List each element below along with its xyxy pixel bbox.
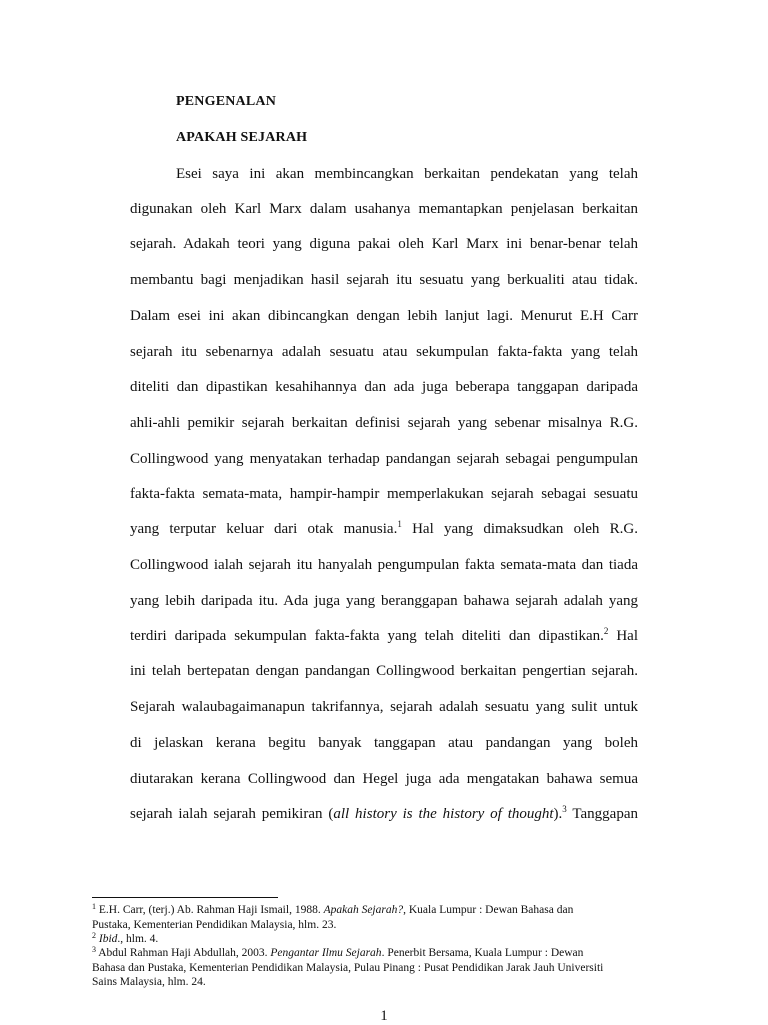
body-line: terdiri daripada sekumpulan fakta-fakta yang telah diteliti dan dipastikan.$^2$ Hal <box>130 626 638 644</box>
body-line: diteliti dan dipastikan kesahihannya dan ada juga beberapa tanggapan daripada <box>130 379 638 395</box>
body-line: digunakan oleh Karl Marx dalam usahanya memantapkan penjelasan berkaitan <box>130 201 638 217</box>
body-line: Dalam esei ini akan dibincangkan dengan lebih lanjut lagi. Menurut E.H Carr <box>130 308 638 324</box>
footnote-marker: 3 <box>562 804 567 814</box>
footnote-number: 2 <box>92 931 96 940</box>
body-line: Collingwood yang menyatakan terhadap pandangan sejarah sebagai pengumpulan <box>130 451 638 467</box>
section-heading-pengenalan: PENGENALAN <box>176 94 277 109</box>
body-line: Sejarah walaubagaimanapun takrifannya, sejarah adalah sesuatu yang sulit untuk <box>130 699 638 715</box>
body-line: Collingwood ialah sejarah itu hanyalah pengumpulan fakta semata-mata dan tiada <box>130 557 638 573</box>
footnote-marker: 2 <box>603 626 609 636</box>
footnote-2: $^2$ Ibid., hlm. 4. <box>92 931 159 945</box>
body-line: membantu bagi menjadikan hasil sejarah itu sesuatu yang berkualiti atau tidak. <box>130 272 638 288</box>
footnote-marker: 1 <box>397 519 402 529</box>
italic-phrase: all history is the history of thought <box>333 806 554 822</box>
body-line: Esei saya ini akan membincangkan berkaitan pendekatan yang telah <box>176 166 638 182</box>
footnote-title: Ibid <box>98 933 118 945</box>
footnote-separator <box>92 897 278 898</box>
footnote-title: Pengantar Ilmu Sejarah <box>270 947 382 959</box>
body-line: fakta-fakta semata-mata, hampir-hampir memperlakukan sejarah sebagai sesuatu <box>130 486 638 502</box>
footnote-1: $^1$ E.H. Carr, (terj.) Ab. Rahman Haji Ismail, 1988. Apakah Sejarah?, Kuala Lumpur : Dewan Bahasa dan Pustaka, Kementerian Pendidikan Malaysia, hlm. 23. <box>92 902 574 931</box>
footnote-title: Apakah Sejarah? <box>323 904 404 916</box>
section-heading-apakah-sejarah: APAKAH SEJARAH <box>176 130 308 145</box>
body-line: ahli-ahli pemikir sejarah berkaitan definisi sejarah yang sebenar misalnya R.G. <box>130 415 638 431</box>
footnote-number: 3 <box>92 945 96 954</box>
body-line: sejarah. Adakah teori yang diguna pakai oleh Karl Marx ini benar-benar telah <box>130 236 638 252</box>
body-line: sejarah ialah sejarah pemikiran (all history is the history of thought).$^3$ Tanggapan <box>130 804 638 822</box>
body-line: diutarakan kerana Collingwood dan Hegel juga ada mengatakan bahawa semua <box>130 771 638 787</box>
footnote-number: 1 <box>92 902 96 911</box>
body-line: di jelaskan kerana begitu banyak tanggapan atau pandangan yang boleh <box>130 735 638 751</box>
body-line: ini telah bertepatan dengan pandangan Collingwood berkaitan pengertian sejarah. <box>130 663 638 679</box>
footnote-3: $^3$ Abdul Rahman Haji Abdullah, 2003. Pengantar Ilmu Sejarah. Penerbit Bersama, Kuala Lumpur : Dewan Bahasa dan Pustaka, Kementerian Pendidikan Malaysia, Pulau Pinang : Pusat Pendidikan Jarak Jauh Universiti Sains Malaysia, hlm. 24. <box>92 945 604 988</box>
body-line: yang terputar keluar dari otak manusia.$^1$ Hal yang dimaksudkan oleh R.G. <box>130 519 638 537</box>
page-number: 1 <box>380 1008 388 1024</box>
body-line: sejarah itu sebenarnya adalah sesuatu atau sekumpulan fakta-fakta yang telah <box>130 344 638 360</box>
body-line: yang lebih daripada itu. Ada juga yang beranggapan bahawa sejarah adalah yang <box>130 593 638 609</box>
